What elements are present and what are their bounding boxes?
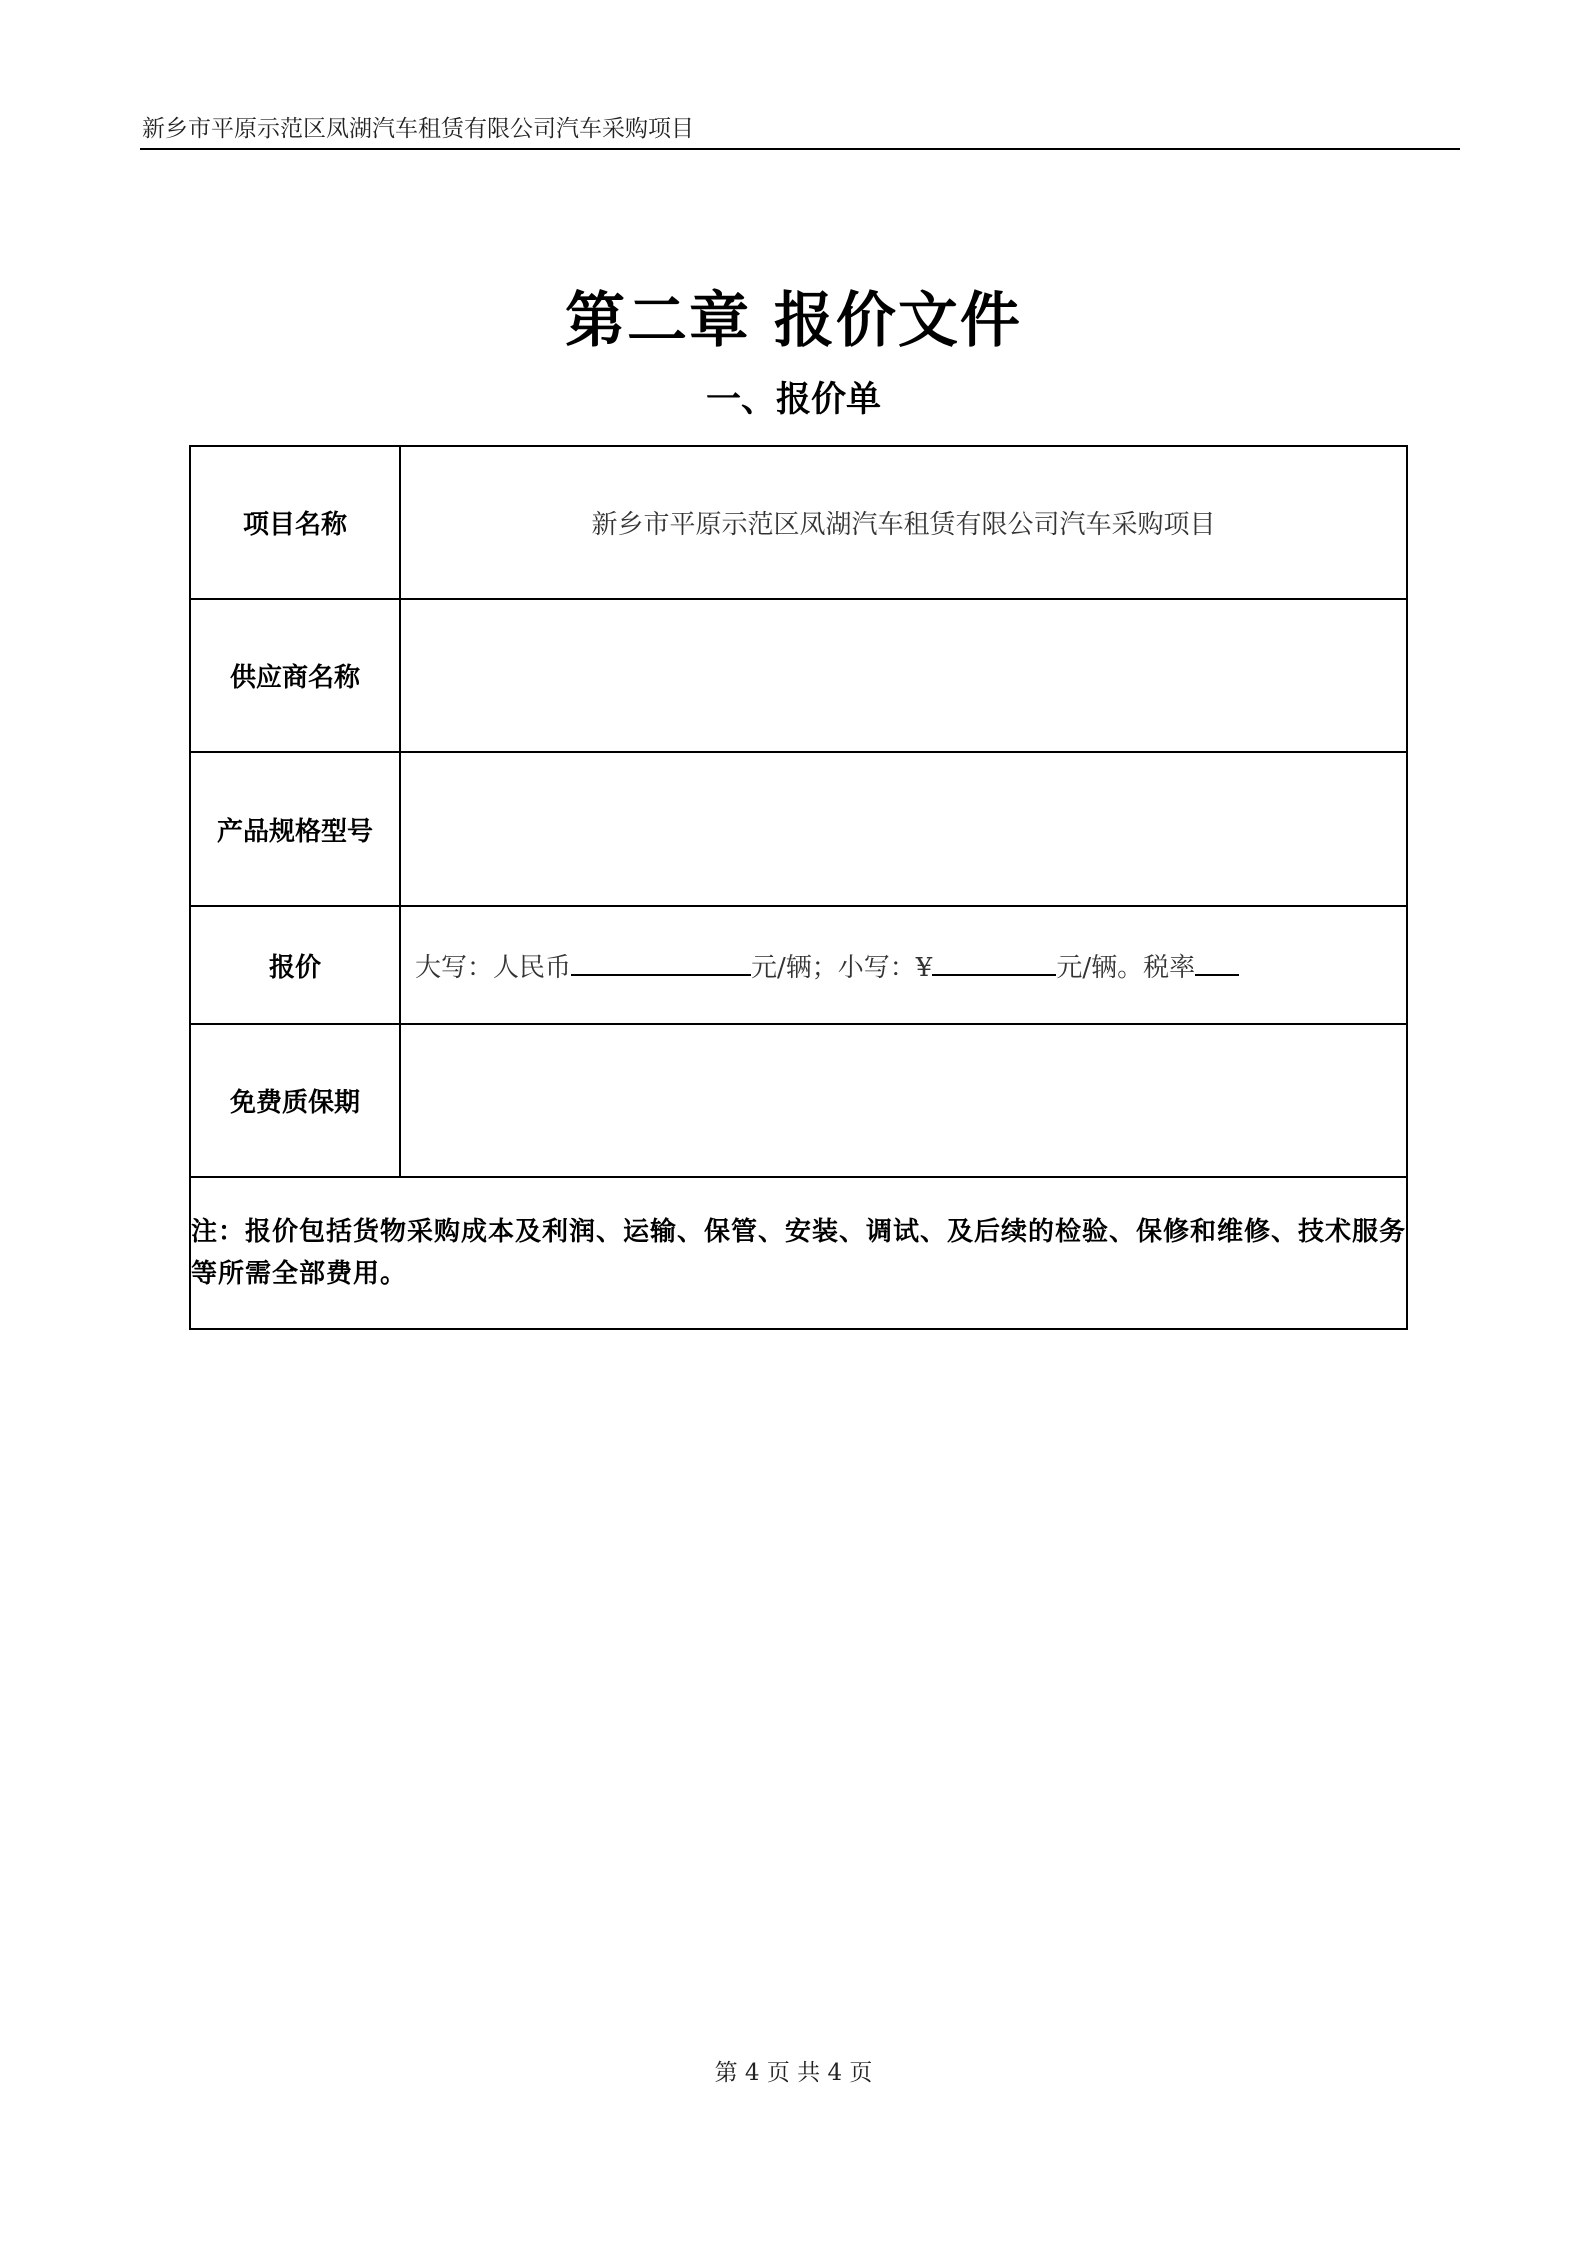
warranty-period-label: 免费质保期 [190,1024,400,1177]
chapter-title: 第二章 报价文件 [565,286,1022,356]
price-upper-unit: 元/辆；小写：¥ [751,952,933,983]
page-number: 第 4 页 共 4 页 [714,2060,873,2086]
page-header [140,112,1460,150]
warranty-period-field[interactable] [400,1024,1407,1177]
price-lower-unit: 元/辆。税率 [1056,952,1196,983]
tax-rate-blank[interactable] [1195,948,1239,976]
price-upper-prefix: 大写：人民币 [415,952,572,983]
quotation-table [189,445,1408,1330]
table-row [190,752,1407,906]
price-note: 注：报价包括货物采购成本及利润、运输、保管、安装、调试、及后续的检验、保修和维修、技术服务等所需全部费用。 [190,1177,1407,1329]
project-name-value: 新乡市平原示范区凤湖汽车租赁有限公司汽车采购项目 [400,446,1407,599]
table-row [190,446,1407,599]
price-lower-blank[interactable] [932,948,1056,976]
table-row [190,599,1407,752]
product-model-field[interactable] [400,752,1407,906]
price-field [400,906,1407,1024]
table-row [190,906,1407,1024]
product-model-label: 产品规格型号 [190,752,400,906]
project-name-label: 项目名称 [190,446,400,599]
section-title: 一、报价单 [705,380,881,420]
table-row [190,1177,1407,1329]
header-project-title: 新乡市平原示范区凤湖汽车租赁有限公司汽车采购项目 [142,116,694,142]
price-upper-blank[interactable] [571,948,751,976]
supplier-name-field[interactable] [400,599,1407,752]
price-label: 报价 [190,906,400,1024]
table-row [190,1024,1407,1177]
supplier-name-label: 供应商名称 [190,599,400,752]
